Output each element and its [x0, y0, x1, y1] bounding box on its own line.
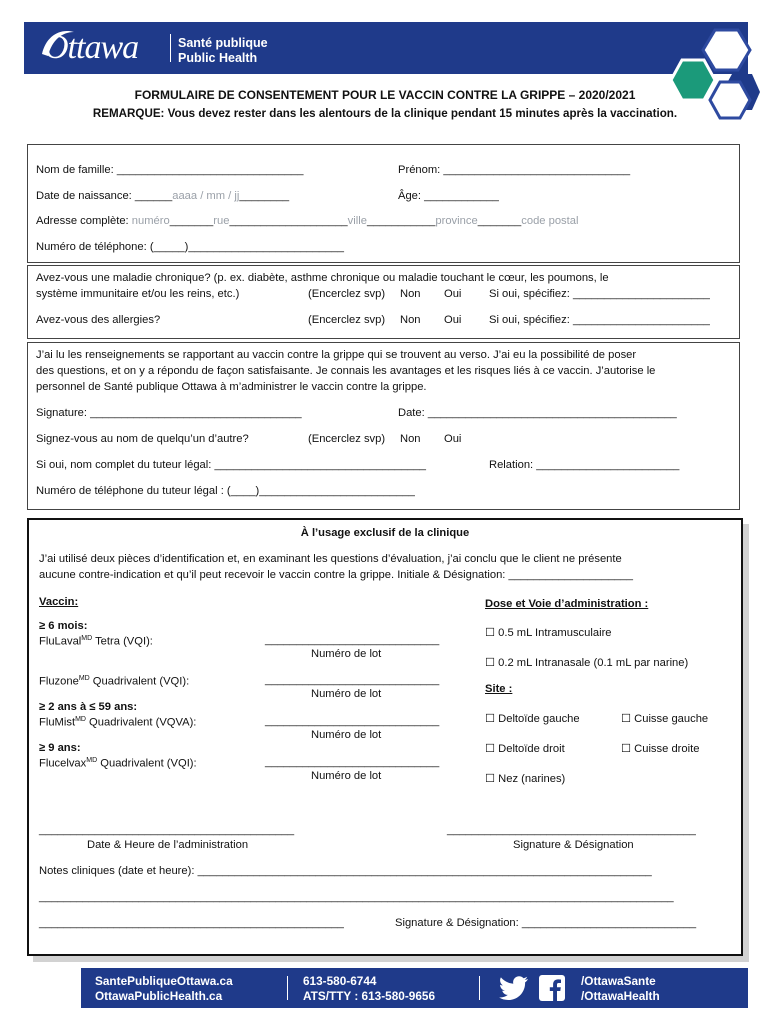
age-field[interactable]: Âge: ____________: [398, 190, 499, 202]
signature-field[interactable]: Signature: __________________________________: [36, 407, 302, 419]
lot-number-label: Numéro de lot: [311, 770, 382, 782]
circle-instruction: (Encerclez svp): [308, 288, 386, 300]
birth-date-field[interactable]: Date de naissance: ______aaaa / mm / jj________: [36, 190, 290, 202]
chronic-question-line1: Avez-vous une maladie chronique? (p. ex. diabète, asthme chronique ou maladie touchant le cœur, les poumons, le: [36, 272, 609, 284]
site-left-thigh[interactable]: ☐ Cuisse gauche: [621, 713, 709, 725]
address-field[interactable]: Adresse complète: numéro_______rue___________________ville___________province_______code postal: [36, 215, 579, 227]
dose-heading: Dose et Voie d’administration :: [485, 598, 649, 610]
phone-number[interactable]: 613-580-6744: [303, 974, 377, 988]
site-heading: Site :: [485, 683, 513, 695]
form-title: FORMULAIRE DE CONSENTEMENT POUR LE VACCIN CONTRE LA GRIPPE – 2020/2021: [134, 88, 636, 102]
social-handle-fr[interactable]: /OttawaSante: [581, 974, 656, 988]
checkbox-icon[interactable]: ☐: [485, 627, 496, 639]
facebook-icon[interactable]: [539, 975, 565, 1001]
chronic-question-line2: système immunitaire et/ou les reins, etc.): [36, 288, 240, 300]
chronic-yes-option[interactable]: Oui: [444, 288, 462, 300]
form-remark: REMARQUE: Vous devez rester dans les alentours de la clinique pendant 15 minutes après la vaccination.: [92, 107, 678, 120]
dose-0-2-intranasal[interactable]: ☐ 0.2 mL Intranasale (0.1 mL par narine): [485, 657, 689, 669]
clinical-notes-line[interactable]: ______________________________________________________________________________________________________: [39, 891, 674, 903]
logo-divider: [170, 34, 171, 62]
checkbox-icon[interactable]: ☐: [485, 657, 496, 669]
sign-for-other-question: Signez-vous au nom de quelqu’un d’autre?: [36, 433, 249, 445]
first-name-field[interactable]: Prénom: ______________________________: [398, 164, 631, 176]
clinical-notes-field[interactable]: Notes cliniques (date et heure): _________________________________________________________________________: [39, 865, 652, 877]
age-group-2-59: ≥ 2 ans à ≤ 59 ans:: [39, 701, 138, 713]
footer-divider: [287, 976, 288, 1000]
header-banner: [24, 22, 748, 74]
site-right-deltoid[interactable]: ☐ Deltoïde droit: [485, 743, 565, 755]
age-group-9-years: ≥ 9 ans:: [39, 742, 81, 754]
age-group-6-months: ≥ 6 mois:: [39, 620, 88, 632]
consent-text-line1: J’ai lu les renseignements se rapportant au vaccin contre la grippe qui se trouvent au verso. J’ai eu la possibilité de poser: [36, 349, 637, 361]
allergies-question: Avez-vous des allergies?: [36, 314, 161, 326]
consent-section: [27, 342, 740, 510]
vaccine-fluzone: Fluzone$^{MD}$ Quadrivalent (VQI):: [39, 675, 190, 688]
lot-number-label: Numéro de lot: [311, 688, 382, 700]
lot-number-line[interactable]: ____________________________: [265, 756, 440, 768]
lot-number-line[interactable]: ____________________________: [265, 634, 440, 646]
relation-field[interactable]: Relation: _______________________: [489, 459, 680, 471]
footer-banner: [81, 968, 748, 1008]
vaccine-heading: Vaccin:: [39, 596, 79, 608]
checkbox-icon[interactable]: ☐: [485, 773, 496, 785]
health-questions-section: [27, 265, 740, 339]
admin-signature-label: Signature & Désignation: [513, 839, 634, 851]
admin-datetime-label: Date & Heure de l’administration: [87, 839, 249, 851]
clinic-statement-line1: J’ai utilisé deux pièces d’identification et, en examinant les questions d’évaluation, j’ai conclu que le client ne présente: [39, 553, 622, 565]
dose-0-5-intramuscular[interactable]: ☐ 0.5 mL Intramusculaire: [485, 627, 612, 639]
clinic-statement-line2[interactable]: aucune contre-indication et qu’il peut recevoir le vaccin contre la grippe. Initiale & Désignation: ____________________: [39, 569, 633, 581]
allergies-no-option[interactable]: Non: [400, 314, 421, 326]
site-right-thigh[interactable]: ☐ Cuisse droite: [621, 743, 700, 755]
site-left-deltoid[interactable]: ☐ Deltoïde gauche: [485, 713, 580, 725]
admin-datetime-line[interactable]: _________________________________________: [39, 824, 295, 836]
dept-name-en: Public Health: [178, 51, 258, 65]
clinic-heading: À l’usage exclusif de la clinique: [300, 527, 470, 539]
dept-name-fr: Santé publique: [178, 36, 268, 50]
circle-instruction: (Encerclez svp): [308, 433, 386, 445]
lot-number-line[interactable]: ____________________________: [265, 674, 440, 686]
lot-number-label: Numéro de lot: [311, 648, 382, 660]
lot-number-line[interactable]: ____________________________: [265, 715, 440, 727]
consent-text-line2: des questions, et on y a répondu de façon satisfaisante. Je connais les avantages et les risques liés à ce vaccin. J’autorise le: [36, 365, 656, 377]
ottawa-logo: Ottawa: [44, 29, 139, 66]
circle-instruction: (Encerclez svp): [308, 314, 386, 326]
website-fr-link[interactable]: SantePubliqueOttawa.ca: [95, 974, 233, 988]
last-name-field[interactable]: Nom de famille: ______________________________: [36, 164, 304, 176]
tty-number[interactable]: ATS/TTY : 613-580-9656: [303, 989, 436, 1003]
checkbox-icon[interactable]: ☐: [485, 713, 496, 725]
vaccine-flulaval: FluLaval$^{MD}$ Tetra (VQI):: [39, 635, 153, 648]
footer-divider: [479, 976, 480, 1000]
guardian-phone-field[interactable]: Numéro de téléphone du tuteur légal : (____)_________________________: [36, 485, 415, 497]
sign-for-other-yes[interactable]: Oui: [444, 433, 462, 445]
checkbox-icon[interactable]: ☐: [485, 743, 496, 755]
lot-number-label: Numéro de lot: [311, 729, 382, 741]
admin-signature-line[interactable]: ________________________________________: [447, 824, 696, 836]
vaccine-flumist: FluMist$^{MD}$ Quadrivalent (VQVA):: [39, 716, 197, 729]
website-en-link[interactable]: OttawaPublicHealth.ca: [95, 989, 223, 1003]
sign-for-other-no[interactable]: Non: [400, 433, 421, 445]
final-notes-line[interactable]: _________________________________________________: [39, 917, 344, 929]
allergies-specify-field[interactable]: Si oui, spécifiez: ______________________: [489, 314, 710, 326]
final-signature-field[interactable]: Signature & Désignation: ____________________________: [395, 917, 697, 929]
checkbox-icon[interactable]: ☐: [621, 743, 632, 755]
clinic-use-section: [27, 518, 743, 956]
consent-text-line3: personnel de Santé publique Ottawa à m’administrer le vaccin contre la grippe.: [36, 381, 427, 393]
allergies-yes-option[interactable]: Oui: [444, 314, 462, 326]
checkbox-icon[interactable]: ☐: [621, 713, 632, 725]
guardian-name-field[interactable]: Si oui, nom complet du tuteur légal: __________________________________: [36, 459, 427, 471]
patient-info-section: [27, 144, 740, 263]
social-handle-en[interactable]: /OttawaHealth: [581, 989, 660, 1003]
site-nose[interactable]: ☐ Nez (narines): [485, 773, 566, 785]
vaccine-flucelvax: Flucelvax$^{MD}$ Quadrivalent (VQI):: [39, 757, 197, 770]
chronic-no-option[interactable]: Non: [400, 288, 421, 300]
consent-date-field[interactable]: Date: ________________________________________: [398, 407, 677, 419]
chronic-specify-field[interactable]: Si oui, spécifiez: ______________________: [489, 288, 710, 300]
phone-field[interactable]: Numéro de téléphone: (_____)_________________________: [36, 241, 344, 253]
twitter-icon[interactable]: [499, 976, 529, 1000]
